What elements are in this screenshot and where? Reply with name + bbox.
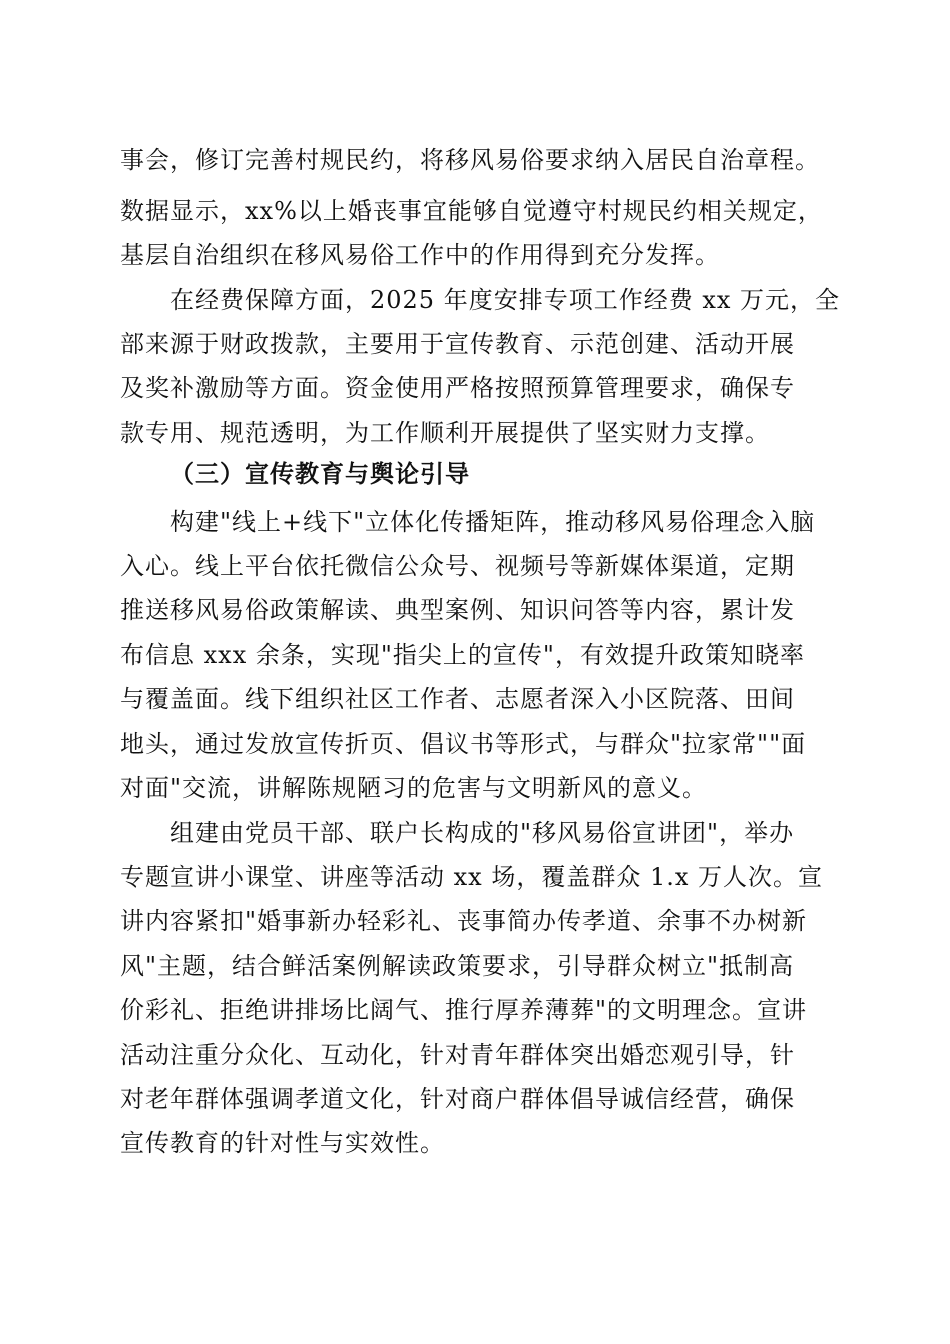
text-line: 宣传教育的针对性与实效性。 (120, 1129, 445, 1157)
text-line: 在经费保障方面，2025 年度安排专项工作经费 xx 万元，全 (170, 286, 841, 314)
text-line: 组建由党员干部、联户长构成的"移风易俗宣讲团"，举办 (170, 819, 795, 847)
text-line: 地头，通过发放宣传折页、倡议书等形式，与群众"拉家常""面 (120, 730, 807, 758)
text-line: 价彩礼、拒绝讲排场比阔气、推行厚养薄葬"的文明理念。宣讲 (120, 996, 808, 1024)
text-line: 入心。线上平台依托微信公众号、视频号等新媒体渠道，定期 (120, 552, 795, 580)
text-line: 布信息 xxx 余条，实现"指尖上的宣传"，有效提升政策知晓率 (120, 641, 805, 669)
text-line: 基层自治组织在移风易俗工作中的作用得到充分发挥。 (120, 241, 720, 269)
text-line: 部来源于财政拨款，主要用于宣传教育、示范创建、活动开展 (120, 330, 795, 358)
text-line: 讲内容紧扣"婚事新办轻彩礼、丧事简办传孝道、余事不办树新 (120, 907, 808, 935)
section-heading: （三）宣传教育与舆论引导 (170, 459, 470, 488)
text-line: 对面"交流，讲解陈规陋习的危害与文明新风的意义。 (120, 774, 708, 802)
text-line: 与覆盖面。线下组织社区工作者、志愿者深入小区院落、田间 (120, 685, 795, 713)
text-line: 及奖补激励等方面。资金使用严格按照预算管理要求，确保专 (120, 374, 795, 402)
text-line: 构建"线上+线下"立体化传播矩阵，推动移风易俗理念入脑 (170, 508, 816, 536)
text-line: 对老年群体强调孝道文化，针对商户群体倡导诚信经营，确保 (120, 1085, 795, 1113)
text-line: 事会，修订完善村规民约，将移风易俗要求纳入居民自治章程。 (120, 146, 820, 174)
text-line: 专题宣讲小课堂、讲座等活动 xx 场，覆盖群众 1.x 万人次。宣 (120, 863, 824, 891)
text-line: 推送移风易俗政策解读、典型案例、知识问答等内容，累计发 (120, 596, 795, 624)
text-line: 活动注重分众化、互动化，针对青年群体突出婚恋观引导，针 (120, 1041, 795, 1069)
text-line: 数据显示，xx%以上婚丧事宜能够自觉遵守村规民约相关规定， (120, 197, 823, 225)
text-line: 款专用、规范透明，为工作顺利开展提供了坚实财力支撑。 (120, 419, 770, 447)
text-line: 风"主题，结合鲜活案例解读政策要求，引导群众树立"抵制高 (120, 952, 795, 980)
